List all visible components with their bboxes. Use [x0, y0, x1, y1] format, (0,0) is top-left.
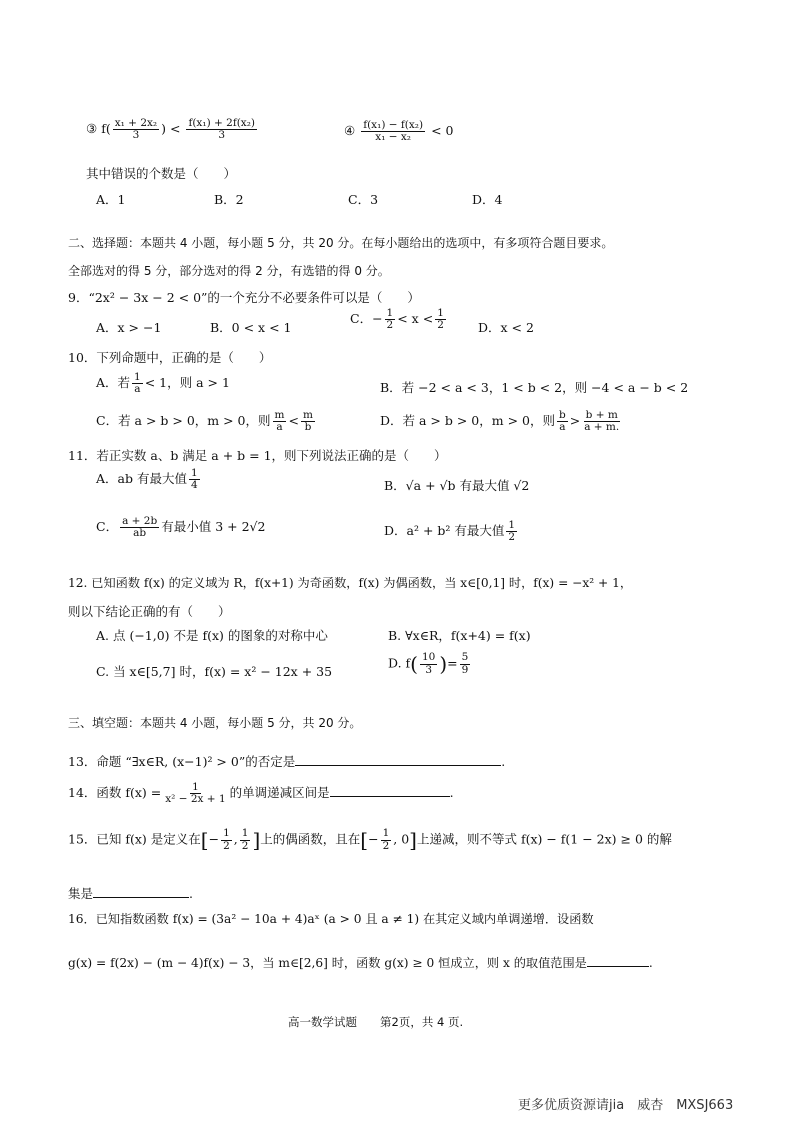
left-bracket: [ [200, 828, 209, 852]
numerator: b [558, 409, 566, 421]
denominator: a [559, 421, 566, 434]
fraction [120, 516, 159, 539]
q16-line1: 16．已知指数函数 f(x) = (3a² − 10a + 4)aˣ (a > 0 且 a ≠ 1) 在其定义域内单调递增．设函数 [68, 912, 594, 926]
fraction [273, 410, 287, 433]
q9-c-mid: < x < [397, 311, 434, 327]
q11-c-post: 有最小值 3 + 2√2 [161, 519, 266, 535]
q12-stem: 12. 已知函数 f(x) 的定义域为 R，f(x+1) 为奇函数，f(x) 为偶函数，当 x∈[0,1] 时，f(x) = −x² + 1， [68, 576, 633, 590]
right-bracket: ] [409, 828, 417, 852]
denominator: x² − 2x + 1 [165, 793, 226, 806]
q15 [68, 828, 672, 852]
q14-post: 的单调递减区间是 [229, 785, 330, 801]
option-3-f: f( [101, 121, 111, 137]
denominator: a [134, 383, 141, 396]
fraction [557, 410, 568, 433]
fraction [381, 828, 392, 851]
numerator: 1 [190, 467, 198, 479]
q10-stem: 10．下列命题中，正确的是（ ） [68, 350, 272, 365]
q11-d-label: D．a² + b² 有最大值 [384, 523, 505, 539]
fraction [189, 468, 200, 491]
q15-mid: 上的偶函数，且在 [260, 831, 361, 847]
option-3 [86, 118, 259, 141]
numerator: 10 [421, 651, 436, 664]
promo-text: 更多优质资源请jia 威杏 MXSJ663 [518, 1098, 734, 1113]
denominator: x₁ − x₂ [375, 131, 412, 144]
q11-b: B．√a + √b 有最大值 √2 [384, 478, 530, 493]
q10-c-mid: < [288, 413, 299, 429]
q10-a [96, 372, 230, 395]
q12-b: B. ∀x∈R，f(x+4) = f(x) [388, 628, 531, 643]
numerator: a + 2b [122, 515, 158, 527]
option-4 [344, 120, 454, 143]
numerator: 1 [223, 827, 230, 840]
q9-c-label: C．− [350, 311, 383, 327]
fraction [301, 410, 315, 433]
q10-b: B．若 −2 < a < 3，1 < b < 2，则 −4 < a − b < 2 [380, 380, 689, 395]
denominator: 3 [218, 129, 226, 142]
answer-blank[interactable] [93, 885, 189, 898]
q10-d-label: D．若 a > b > 0，m > 0，则 [380, 413, 555, 429]
fraction [221, 828, 232, 851]
numerator: m [274, 409, 285, 421]
q15-post: 上递减，则不等式 f(x) − f(1 − 2x) ≥ 0 的解 [416, 831, 672, 847]
q12-stem-2: 则以下结论正确的有（ ） [68, 604, 231, 619]
denominator: 2 [508, 531, 516, 544]
q10-c-label: C．若 a > b > 0，m > 0，则 [96, 413, 271, 429]
option-3-lt: ) < [161, 121, 181, 137]
q9-c [350, 308, 448, 331]
option-3-label: ③ [86, 121, 98, 137]
fraction [582, 410, 621, 433]
q15-line2-text: 集是 [68, 886, 94, 901]
right-paren: ) [439, 652, 448, 676]
answer-blank[interactable] [295, 753, 501, 766]
numerator: 1 [508, 519, 516, 531]
numerator: f(x₁) − f(x₂) [363, 119, 424, 131]
denominator: ab [133, 527, 147, 540]
q9-b: B．0 < x < 1 [210, 320, 292, 335]
q10-d [380, 410, 623, 433]
denominator: 2 [241, 839, 249, 852]
left-bracket: [ [360, 828, 369, 852]
denominator: a + m. [584, 421, 620, 434]
q15-minus: − [208, 831, 220, 847]
numerator: 1 [192, 781, 199, 793]
q10-a-post: < 1，则 a > 1 [144, 375, 230, 391]
denominator: 2 [386, 319, 394, 332]
numerator: f(x₁) + 2f(x₂) [188, 117, 256, 129]
q16-line2 [68, 954, 653, 971]
q11-c-label: C． [96, 519, 119, 535]
fraction [460, 652, 471, 675]
fraction [435, 308, 446, 331]
numerator: b + m [585, 409, 618, 421]
q12-d [388, 652, 472, 676]
q12-d-label: D. f [388, 655, 411, 671]
fraction [240, 828, 251, 851]
q11-a-label: A．ab 有最大值 [96, 471, 187, 487]
q15-label: 15．已知 f(x) 是定义在 [68, 831, 201, 847]
denominator: b [304, 421, 312, 434]
q12-d-mid: = [447, 655, 458, 671]
section-3-heading: 三、填空题：本题共 4 小题，每小题 5 分，共 20 分。 [68, 716, 362, 730]
choice-b: B．2 [214, 192, 244, 207]
choice-c: C．3 [348, 192, 379, 207]
denominator: a [276, 421, 283, 434]
q12-a: A. 点 (−1,0) 不是 f(x) 的图象的对称中心 [96, 628, 328, 643]
q9-a: A．x > −1 [96, 320, 162, 335]
q12-c: C. 当 x∈[5,7] 时，f(x) = x² − 12x + 35 [96, 664, 333, 679]
choice-d: D．4 [472, 192, 503, 207]
numerator: 1 [437, 307, 444, 319]
numerator: m [302, 409, 313, 421]
denominator: 2 [223, 839, 230, 852]
section-2-rule: 全部选对的得 5 分，部分选对的得 2 分，有选错的得 0 分。 [68, 264, 390, 278]
q11-stem: 11．若正实数 a、b 满足 a + b = 1，则下列说法正确的是（ ） [68, 448, 447, 463]
choice-a: A．1 [96, 192, 126, 207]
q9-stem: 9．“2x² − 3x − 2 < 0”的一个充分不必要条件可以是（ ） [68, 290, 420, 305]
option-4-label: ④ [344, 123, 356, 139]
q14-end: . [449, 785, 454, 801]
denominator: 4 [190, 479, 198, 492]
fraction [132, 372, 143, 395]
right-bracket: ] [252, 828, 261, 852]
q15-end: . [189, 886, 193, 901]
q9-d: D．x < 2 [478, 320, 534, 335]
denominator: 9 [461, 663, 469, 676]
q15-minus-2: − [368, 831, 379, 847]
page-footer: 高一数学试题 第2页，共 4 页. [288, 1015, 464, 1029]
q10-a-label: A．若 [96, 375, 131, 391]
fraction [385, 308, 396, 331]
q16-line2-text: g(x) = f(2x) − (m − 4)f(x) − 3，当 m∈[2,6] 时，函数 g(x) ≥ 0 恒成立，则 x 的取值范围是 [68, 956, 587, 970]
q10-d-mid: > [569, 413, 581, 429]
numerator: 1 [241, 827, 249, 840]
answer-blank[interactable] [587, 954, 649, 967]
fraction [420, 652, 437, 675]
answer-blank[interactable] [330, 784, 450, 797]
option-4-tail: < 0 [431, 123, 454, 139]
fraction [186, 118, 257, 141]
numerator: 1 [386, 307, 394, 319]
denominator: 3 [132, 129, 140, 142]
q11-a [96, 468, 202, 491]
q15-zero: , 0 [393, 831, 410, 847]
q15-comma: , [233, 831, 238, 847]
q15-line2 [68, 884, 193, 902]
denominator: 2 [437, 319, 444, 332]
q13 [68, 752, 505, 770]
q13-end: . [501, 754, 506, 769]
q16-end: . [648, 956, 653, 970]
fraction [163, 782, 227, 805]
numerator: 1 [134, 371, 141, 383]
numerator: 1 [382, 827, 390, 840]
denominator: 3 [425, 663, 432, 676]
numerator: 5 [461, 651, 469, 664]
q14-label: 14．函数 f(x) = [68, 785, 162, 801]
left-paren: ( [410, 652, 418, 676]
fraction [506, 520, 517, 543]
fraction [361, 120, 425, 143]
q13-stem: 13．命题 “∃x∈R, (x−1)² > 0”的否定是 [68, 754, 296, 769]
q10-c [96, 410, 317, 433]
question-count-errors: 其中错误的个数是（ ） [86, 166, 237, 181]
numerator: x₁ + 2x₂ [114, 117, 158, 129]
denominator: 2 [382, 839, 390, 852]
q11-c [96, 516, 265, 539]
q11-d [384, 520, 519, 543]
q14 [68, 782, 454, 805]
fraction [113, 118, 159, 141]
section-2-heading: 二、选择题：本题共 4 小题，每小题 5 分，共 20 分。在每小题给出的选项中，有多项符合题目要求。 [68, 236, 614, 250]
